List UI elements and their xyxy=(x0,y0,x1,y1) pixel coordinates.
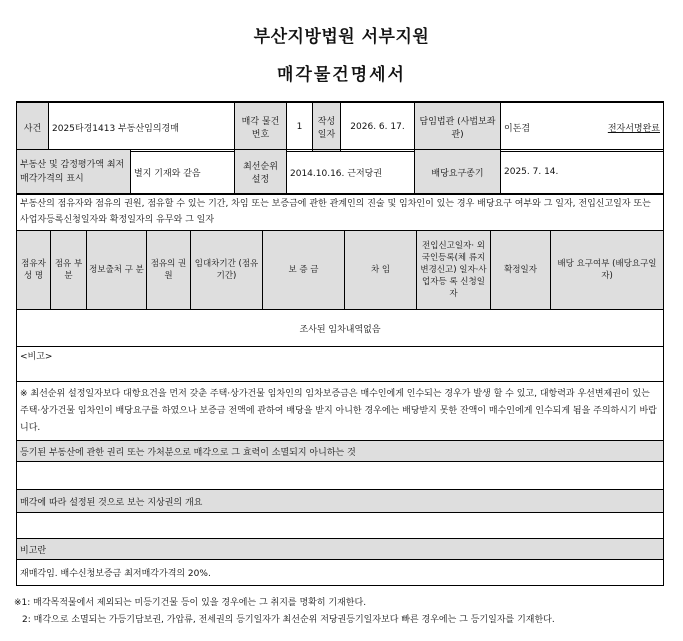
registered-rights-value xyxy=(17,462,664,490)
judge-label: 담임법관 (사법보좌관) xyxy=(415,102,501,152)
deadline-value: 2025. 7. 14. xyxy=(501,150,664,195)
remarks-field-label: 비고란 xyxy=(17,539,664,560)
footnote-1: ※1: 매각목적물에서 제외되는 미등기건물 등이 있을 경우에는 그 취지를 명확히 기재한다. xyxy=(14,598,367,608)
remarks-label: <비고> xyxy=(20,352,53,362)
col-deposit: 보 증 금 xyxy=(263,231,345,310)
case-label: 사건 xyxy=(17,102,49,152)
sale-number-label: 매각 물건번호 xyxy=(235,102,287,152)
occupancy-remarks xyxy=(17,347,664,382)
case-info-table xyxy=(16,101,664,152)
col-info-source: 정보출처 구 분 xyxy=(87,231,147,310)
sale-number-value: 1 xyxy=(287,102,313,152)
col-fixed-date: 확정일자 xyxy=(491,231,551,310)
surface-right-label: 매각에 따라 설정된 것으로 보는 지상권의 개요 xyxy=(17,490,664,513)
col-lease-period: 임대차기간 (점유기간) xyxy=(191,231,263,310)
col-dividend-request: 배당 요구여부 (배당요구일자) xyxy=(551,231,664,310)
occupancy-intro: 부동산의 점유자와 점유의 권원, 점유할 수 있는 기간, 차임 또는 보증금에 관한 관계인의 진술 및 임차인이 있는 경우 배당요구 여부와 그 일자, 전입신고일자 또는 사업자등록신청일자와 확정일자의 유무와 그 일자 xyxy=(17,194,664,231)
document-title: 매각물건명세서 xyxy=(277,65,406,85)
occupancy-header-row xyxy=(17,231,664,310)
occupancy-table xyxy=(16,193,664,586)
col-title: 점유의 권 원 xyxy=(147,231,191,310)
judge-cell xyxy=(501,102,664,152)
occupancy-empty-message: 조사된 임차내역없음 xyxy=(17,310,664,347)
valuation-table xyxy=(16,149,664,195)
written-date-value: 2026. 6. 17. xyxy=(341,102,415,152)
court-name: 부산지방법원 서부지원 xyxy=(253,27,430,47)
col-move-in-date: 전입신고일자· 외국인등록(체 류지변경신고) 일자·사업자등 록 신청일자 xyxy=(417,231,491,310)
surface-right-value xyxy=(17,513,664,539)
priority-value: 2014.10.16. 근저당권 xyxy=(287,150,415,195)
footnote-2: 2: 매각으로 소멸되는 가등기담보권, 가압류, 전세권의 등기일자가 최선순위 저당권등기일자보다 빠른 경우에는 그 등기일자를 기재한다. xyxy=(22,615,555,625)
deadline-label: 배당요구종기 xyxy=(415,150,501,195)
case-number: 2025타경1413 부동산임의경매 xyxy=(49,102,235,152)
written-date-label: 작성 일자 xyxy=(313,102,341,152)
valuation-label: 부동산 및 감정평가액 최저매각가격의 표시 xyxy=(17,150,131,195)
notice-text: ※ 최선순위 설정일자보다 대항요건을 먼저 갖춘 주택·상가건물 임차인의 임차보증금은 매수인에게 인수되는 경우가 발생 할 수 있고, 대항력과 우선변제권이 있는 주택·상가건물 임차인이 배당요구를 하였으나 보증금 전액에 관하여 배당을 받지 아니한 경우에는 배당받지 못한 잔액이 매수인에게 인수되게 됨을 주의하시기 바랍니다. xyxy=(17,382,664,441)
col-occupied-part: 점유 부분 xyxy=(51,231,87,310)
col-occupant-name: 점유자 성 명 xyxy=(17,231,51,310)
electronic-signature: 전자서명완료 xyxy=(607,123,660,134)
priority-label: 최선순위 설정 xyxy=(235,150,287,195)
judge-name: 이돈겸 xyxy=(504,123,531,134)
col-rent: 차 임 xyxy=(345,231,417,310)
registered-rights-label: 등기된 부동산에 관한 권리 또는 가처분으로 매각으로 그 효력이 소멸되지 아니하는 것 xyxy=(17,441,664,462)
valuation-value: 별지 기재와 같음 xyxy=(131,150,235,195)
remarks-field-value: 재매각임. 배수신청보증금 최저매각가격의 20%. xyxy=(17,560,664,586)
